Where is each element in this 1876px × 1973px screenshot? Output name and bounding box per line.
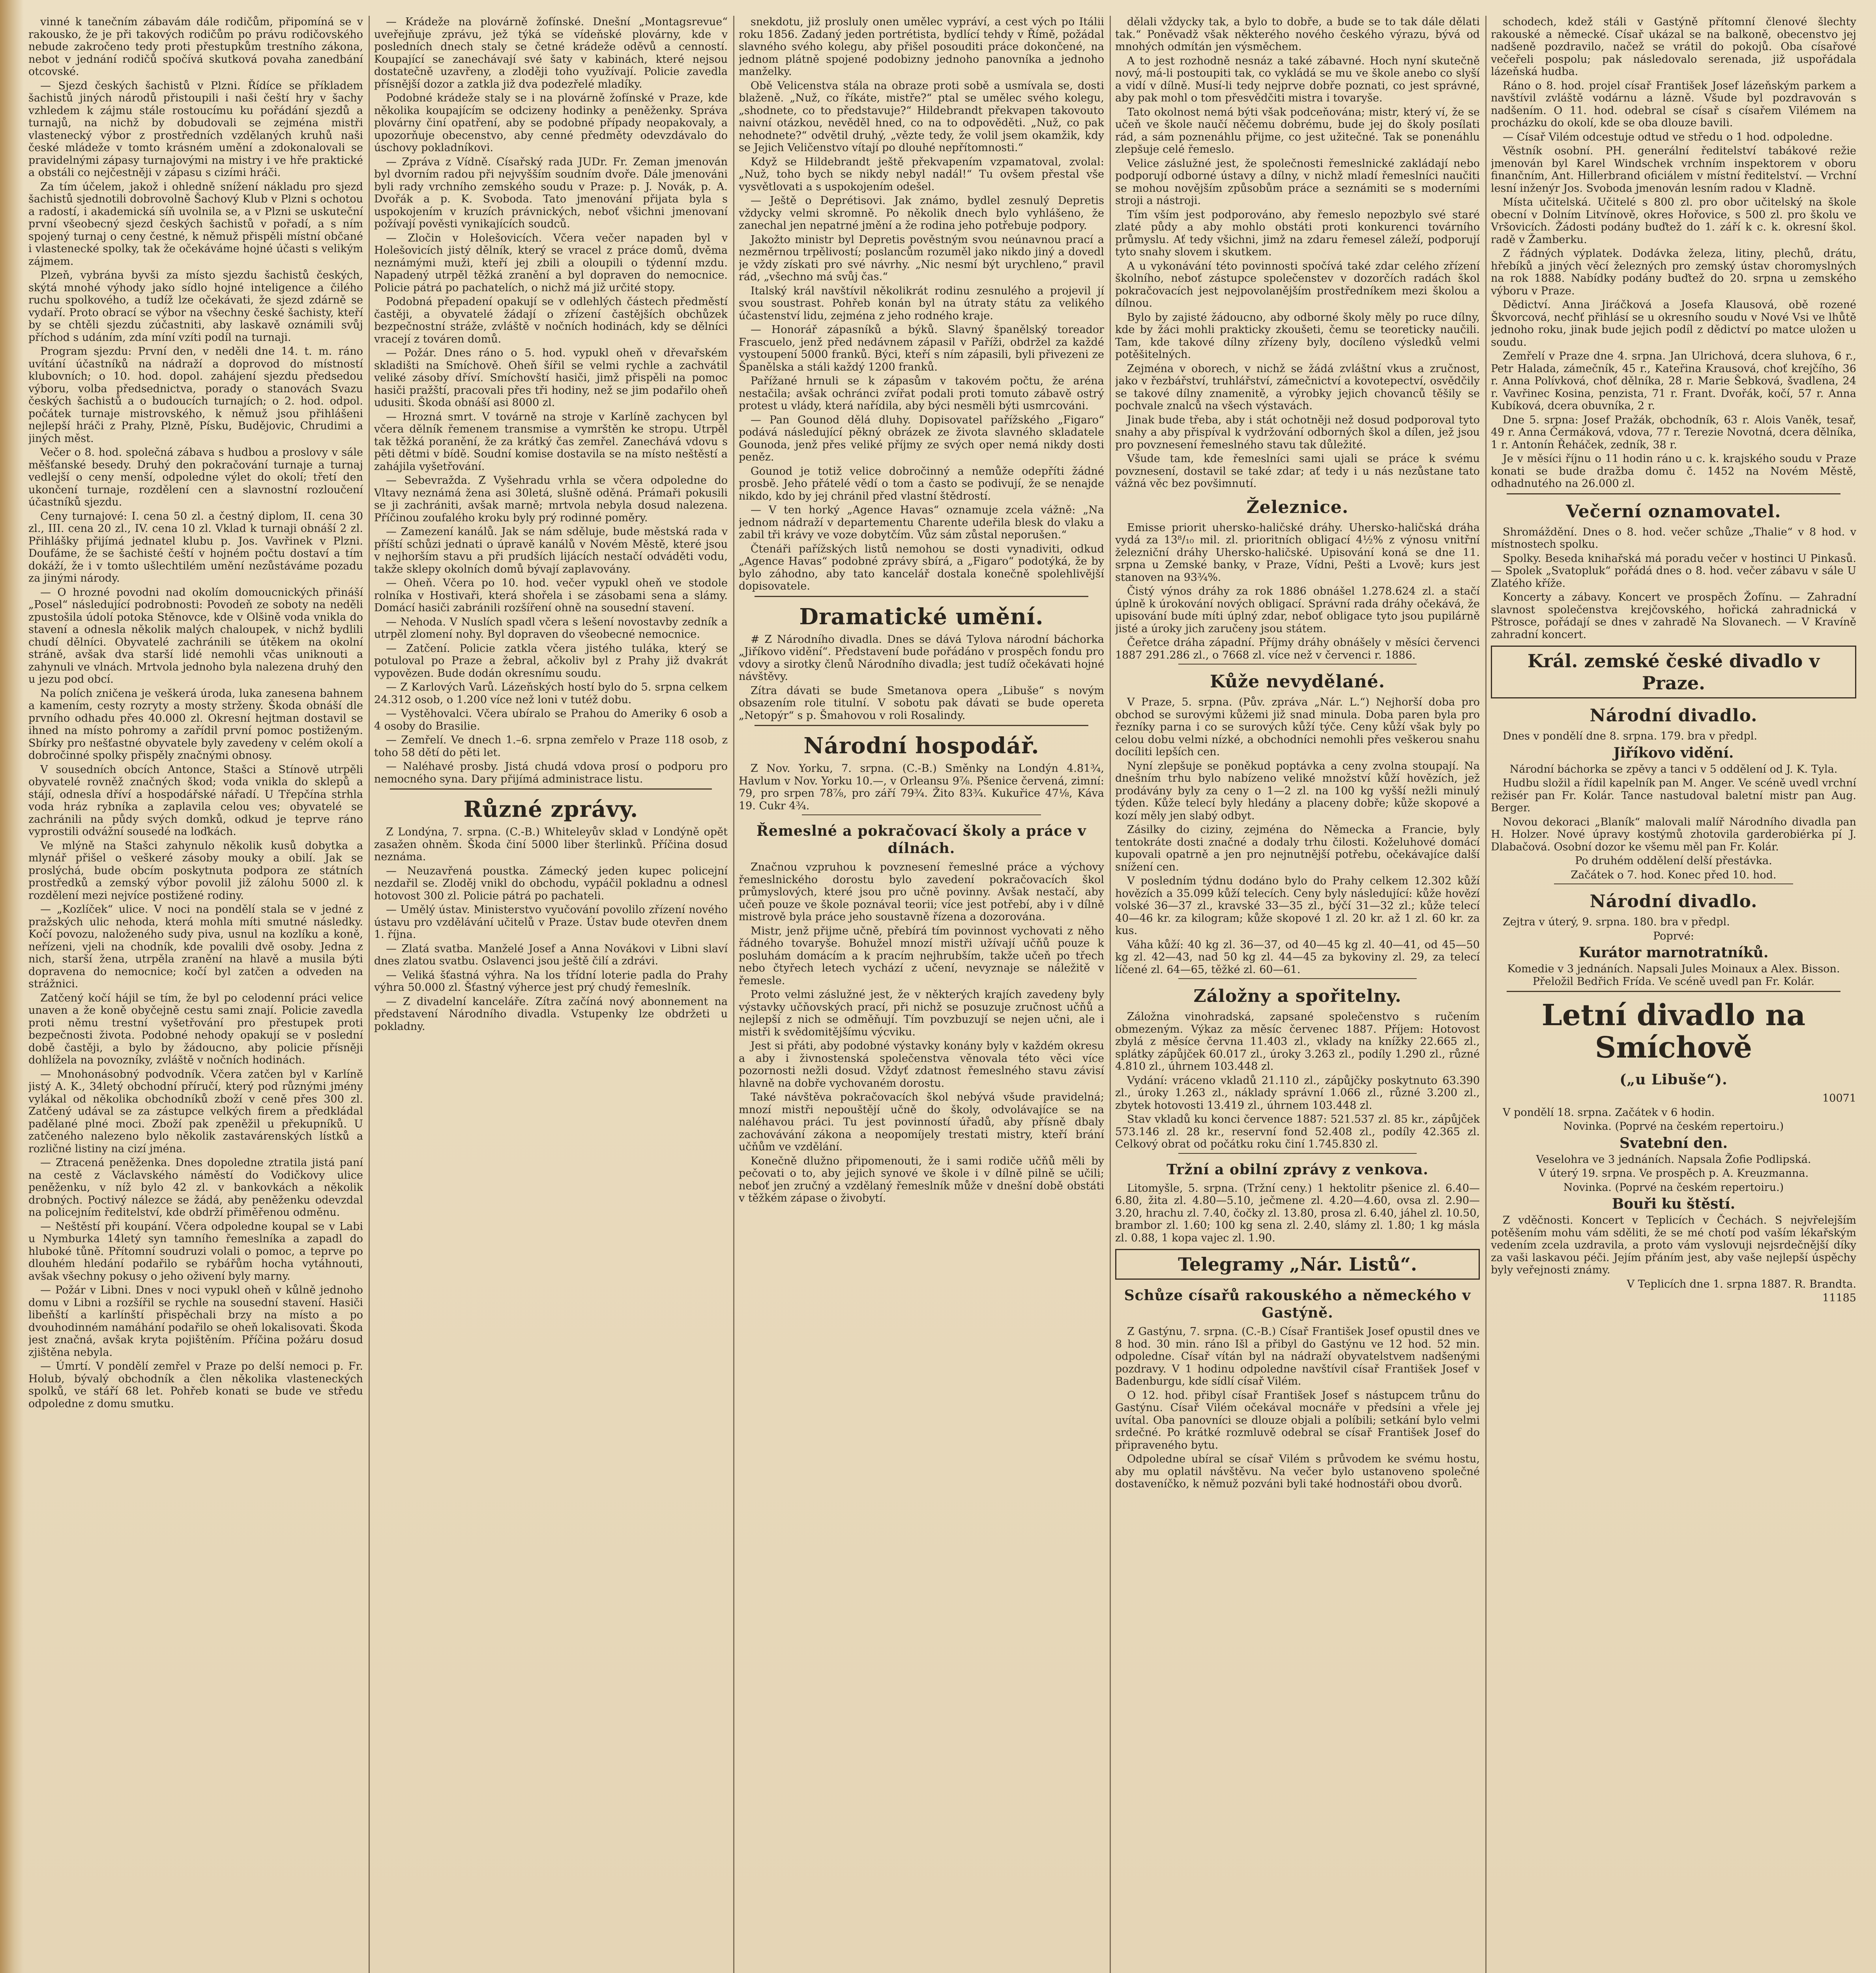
article-paragraph: — Pan Gounod dělá dluhy. Dopisovatel pařížského „Figaro“ podává následující pěkný obrázek ze života slavného skladatele Gounoda, jenž přes veliké příjmy ze svých oper nemá nikdy dosti peněz. [739,414,1104,463]
article-paragraph: Italský král navštívil několikrát rodinu zesnulého a projevil jí svou soustrast. Pohřeb konán byl na útraty státu za velikého účastenství lidu, zejména z jeho rodného kraje. [739,285,1104,322]
article-paragraph: V posledním týdnu dodáno bylo do Prahy celkem 12.302 kůží hovězích a 35.099 kůží telecích. Ceny byly následující: kůže hovězí volské 36—37 zl., kravské 33—35 zl., býčí 31—32 zl.; kůže telecí 40—46 kr. za kilogram; kůže skopové 1 zl. 20 kr. až 1 zl. 60 kr. za kus. [1115,875,1480,937]
article-paragraph: # Z Národního divadla. Dnes se dává Tylova národní báchorka „Jiříkovo vidění“. Představení bude pořádáno v prospěch fondu pro vdovy a sirotky členů Národního divadla; jest tudíž očekávati hojné návštěvy. [739,633,1104,683]
section-title-dramaticke-umeni: Dramatické umění. [799,603,1044,630]
article-paragraph: Novinka. (Poprvé na českém repertoiru.) [1563,1120,1784,1133]
divadlo-box: Král. zemské české divadlo v Praze. [1491,646,1856,698]
article-paragraph: Novinka. (Poprvé na českém repertoiru.) [1563,1181,1784,1194]
section-divider [390,788,712,790]
section-divider [755,725,1088,726]
article-paragraph: O 12. hod. přibyl císař František Josef s nástupcem trůnu do Gastýnu. Císař Vilém očekával mocnáře v předsíni a vřele jej uvítal. Oba panovníci se dlouze objali a políbili; setkání bylo velmi srdečné. Po krátké rozmluvě odebral se císař František Josef do připraveného bytu. [1115,1389,1480,1451]
article-paragraph: Vydání: vráceno vkladů 21.110 zl., zápůjčky poskytnuto 63.390 zl., úroky 1.263 zl., náklady správní 1.066 zl., různé 3.200 zl., zbytek hotovosti 13.419 zl., úhrnem 103.448 zl. [1115,1074,1480,1112]
section-title-narodni-divadlo: Národní divadlo. [1590,706,1758,726]
section-divider [755,596,1088,597]
article-paragraph: Komedie v 3 jednáních. Napsali Jules Moinaux a Alex. Bisson. Přeložil Bedřich Frída. Ve scéně uvedl pan Fr. Kolár. [1507,963,1840,988]
article-paragraph: Ceny turnajové: I. cena 50 zl. a čestný diplom, II. cena 30 zl., III. cena 20 zl., IV. cena 10 zl. Vklad k turnaji obnáší 2 zl. Přihlášky přijímá jednatel klubu p. Jos. Vavřinek v Plzni. Doufáme, že se šachisté čeští v hojném počtu dostaví a tím dokáží, že i v tomto ušlechtilém umění nezůstáváme pozadu za jinými národy. [28,510,363,584]
article-paragraph: Ve mlýně na Stašci zahynulo několik kusů dobytka a mlynář přišel o veškeré zásoby mouky a obilí. Jak se proslýchá, bude obcím poskytnuta podpora ze státních prostředků a zemský výbor povolil již zálohu 5000 zl. k rozdělení mezi nejvíce postižené rodiny. [28,839,363,902]
telegramy-subtitle: Schůze císařů rakouského a německého v Gastýně. [1124,1287,1471,1321]
article-paragraph: Bylo by zajisté žádoucno, aby odborné školy měly po ruce dílny, kde by žáci mohli prakticky zkoušeti, čemu se teoreticky naučili. Tam, kde takové dílny zřízeny byly, docíleno výsledků velmi potěšitelných. [1115,311,1480,361]
letni-divadlo-subtitle: („u Libuše“). [1620,1071,1728,1088]
article-paragraph: — Veliká šťastná výhra. Na los třídní loterie padla do Prahy výhra 50.000 zl. Šťastný výherce jest prý chudý řemeslník. [374,969,728,994]
article-paragraph: Z Nov. Yorku, 7. srpna. (C.-B.) Směnky na Londýn 4.81¾, Havlum v Nov. Yorku 10.—, v Orleansu 9⅞. Pšenice červená, zimní: 79, pro srpen 78⅞, pro září 79¾. Žito 83¾. Kukuřice 47⅛, Káva 19. Cukr 4¾. [739,762,1104,812]
article-paragraph: — Zlatá svatba. Manželé Josef a Anna Novákovi v Libni slaví dnes zlatou svatbu. Oslavenci jsou ještě čilí a zdrávi. [374,942,728,967]
article-paragraph: — Neuzavřená poustka. Zámecký jeden kupec policejní nezdařil se. Zloděj vnikl do obchodu, vypáčil pokladnu a odnesl hotovost 300 zl. Policie pátrá po pachateli. [374,865,728,902]
article-paragraph: Z vděčnosti. Koncert v Teplicích v Čechách. S nejvřelejším potěšením mohu vám sděliti, že se mé chotí pod vaším lékařským vedením zcela uzdravila, a proto vám vyslovuji nejsrdečnější díky za vaši laskavou péči. Jejím přáním jest, aby vaše nejlepší úspěchy byly veřejnosti známy. [1491,1214,1856,1276]
article-paragraph: Zásilky do ciziny, zejména do Německa a Francie, byly tentokráte dosti značné a dodaly trhu čilosti. Koželuhové domácí kupovali opatrně a jen pro nejnutnější potřebu, očekávajíce další snížení cen. [1115,824,1480,873]
article-paragraph: Místa učitelská. Učitelé s 800 zl. pro obor učitelský na škole obecní v Dolním Litvínově, okres Hořovice, s 500 zl. pro školu ve Vršovicích. Žádosti podány buďtež do 1. září k c. k. okresní škol. radě v Žamberku. [1491,196,1856,246]
article-paragraph: V Teplicích dne 1. srpna 1887. R. Brandta. [1627,1278,1856,1290]
column-rule [733,16,734,1973]
article-paragraph: Litomyšle, 5. srpna. (Tržní ceny.) 1 hektolitr pšenice zl. 6.40—6.80, žita zl. 4.80—5.10, ječmene zl. 4.20—4.60, ovsa zl. 2.90—3.20, hrachu zl. 7.40, čočky zl. 13.80, prosa zl. 6.40, jáhel zl. 10.50, brambor zl. 1.60; 100 kg sena zl. 2.40, slámy zl. 1.80; 1 kg másla zl. 0.88, 1 kopa vajec zl. 1.90. [1115,1182,1480,1244]
article-paragraph: Jiříkovo vidění. [1613,744,1734,761]
section-title-zeleznice: Železnice. [1246,497,1349,517]
article-paragraph: Kurátor marnotratníků. [1578,944,1769,961]
article-paragraph: Z řádných výplatek. Dodávka železa, litiny, plechů, drátu, hřebíků a jiných věcí železných pro zemský ústav choromyslných na rok 1888. Nabídky podány buďtež do 20. srpna u zemského výboru v Praze. [1491,247,1856,297]
section-divider [1178,1153,1417,1154]
column-2 [374,16,728,1973]
page-binding-edge [0,0,24,1973]
article-paragraph: 10071 [1822,1092,1856,1104]
article-paragraph: — Hrozná smrt. V továrně na stroje v Karlíně zachycen byl včera dělník řemenem transmise a vymrštěn ke stropu. Utrpěl tak těžká poranění, že za krátký čas zemřel. Zanechává vdovu s pěti dětmi v bídě. Soudní komise dostavila se na místo neštěstí a zahájila vyšetřování. [374,410,728,473]
article-paragraph: — Požár. Dnes ráno o 5. hod. vypukl oheň v dřevařském skladišti na Smíchově. Oheň šířil se velmi rychle a zachvátil veliké zásoby dříví. Smíchovští hasiči, jimž přispěli na pomoc hasiči pražští, pracovali přes tři hodiny, než se jim podařilo oheň udusiti. Škoda obnáší asi 8000 zl. [374,347,728,409]
section-title-trzni-zpravy: Tržní a obilní zprávy z venkova. [1166,1161,1429,1178]
article-paragraph: Váha kůží: 40 kg zl. 36—37, od 40—45 kg zl. 40—41, od 45—50 kg zl. 42—43, nad 50 kg zl. 44—45 za bykoviny zl. 29, za telecí líčené zl. 64—65, těžké zl. 60—61. [1115,938,1480,976]
article-paragraph: Čtenáři pařížských listů nemohou se dosti vynadiviti, odkud „Agence Havas“ podobné zprávy sbírá, a „Figaro“ podotýká, že by bylo záhodno, aby tato kancelář dostala konečně spolehlivější dopisovatele. [739,543,1104,592]
section-title-kuze: Kůže nevydělané. [1210,672,1385,692]
article-paragraph: — Vystěhovalci. Včera ubíralo se Prahou do Ameriky 6 osob a 4 osoby do Brasilie. [374,708,728,732]
article-paragraph: Dnes v pondělí dne 8. srpna. 179. bra v předpl. [1503,730,1757,742]
article-paragraph: Svatební den. [1619,1134,1728,1151]
article-paragraph: Koncerty a zábavy. Koncert ve prospěch Žofínu. — Zahradní slavnost společenstva krejčovského, hořická zahradnická v Pštrosce, pořádají se dnes v zahradě Na Slovanech. — V Kravíně zahradní koncert. [1491,591,1856,641]
article-paragraph: Nyní zlepšuje se poněkud poptávka a ceny zvolna stoupají. Na dnešním trhu bylo nabízeno veliké množství kůží hovězích, jež prodávány byly za ceny o 1—2 zl. na 100 kg vyšší nežli minulý týden. Kůže telecí byly hledány a placeny dobře; kůže skopové a kozí měly jen slabý odbyt. [1115,760,1480,822]
article-paragraph: Národní báchorka se zpěvy a tanci v 5 oddělení od J. K. Tyla. [1509,763,1838,775]
article-paragraph: Tato okolnost nemá býti však podceňována; mistr, který ví, že se učeň ve škole naučí něčemu dobrému, bude jej do školy posílati rád, a sám poznenáhlu přijme, co jest užitečné. Tak se ponenáhlu zlepšuje celé řemeslo. [1115,106,1480,155]
article-paragraph: Ráno o 8. hod. projel císař František Josef lázeňským parkem a navštívil zvláště vodárnu a lázně. Všude byl pozdravován s nadšením. O 11. hod. odebral se císař s císařem Vilémem na procházku do okolí, kde se oba dlouze bavili. [1491,79,1856,129]
article-paragraph: — O hrozné povodni nad okolím domoucnických přináší „Posel“ následující podrobnosti: Povodeň ze soboty na neděli zpustošila údolí potoka Stěnovce, kde v Olšině voda vnikla do stavení a odnesla několik malých chaloupek, v nichž bydlili chudí dělníci. Obyvatelé zachránili se útěkem na okolní stráně, avšak dva starší lidé nemohli včas uniknouti a zahynuli ve vlnách. Mrtvola jednoho byla nalezena druhý den u jezu pod obcí. [28,586,363,685]
article-paragraph: Je v měsíci říjnu o 11 hodin ráno u c. k. krajského soudu v Praze konati se bude dražba domu č. 1452 na Novém Městě, odhadnutého na 26.000 zl. [1491,453,1856,490]
article-paragraph: — Umělý ústav. Ministerstvo vyučování povolilo zřízení nového ústavu pro vzdělávání učitelů v Praze. Ústav bude otevřen dnem 1. října. [374,904,728,941]
article-paragraph: — „Kozlíček“ ulice. V noci na pondělí stala se v jedné z pražských ulic nehoda, která mohla míti smutné následky. Kočí povozu, naloženého sudy piva, usnul na kozlíku a koně, neřízeni, vjeli na chodník, kde povalili dvě osoby. Jedna z nich, starší žena, utrpěla zranění na hlavě a musila býti dopravena do nemocnice; kočí byl zatčen a odveden na strážnici. [28,903,363,990]
article-paragraph: — Úmrtí. V pondělí zemřel v Praze po delší nemoci p. Fr. Holub, bývalý obchodník a člen několika vlasteneckých spolků, ve stáří 68 let. Pohřeb konati se bude ve středu odpoledne z domu smutku. [28,1360,363,1410]
article-paragraph: Podobné krádeže staly se i na plovárně žofínské v Praze, kde několika koupajícím se odcizeny hodinky a peněženky. Správa plovárny činí opatření, aby se podobné případy neopakovaly, a upozorňuje obecenstvo, aby cenné předměty odevzdávalo do úschovy pokladníkovi. [374,92,728,154]
article-paragraph: Čeřetce dráha západní. Příjmy dráhy obnášely v měsíci červenci 1887 291.286 zl., o 7668 zl. více než v červenci r. 1886. [1115,636,1480,661]
article-paragraph: Odpoledne ubíral se císař Vilém s průvodem ke svému hostu, aby mu oplatil návštěvu. Na večer bylo ustanoveno společné dostaveníčko, k němuž pozváni byli také hodnostáři obou dvorů. [1115,1453,1480,1490]
section-divider [1507,493,1840,494]
article-paragraph: A u vykonávání této povinnosti spočívá také zdar celého zřízení školního, neboť zástupce společenstev v dozorčích radách škol pokračovacích jest nejpovolanějším prostředníkem mezi školou a dílnou. [1115,260,1480,309]
article-paragraph: Proto velmi záslužné jest, že v některých krajích zavedeny byly výstavky učňovských prací, při nichž se posuzuje zručnost učňů a nejlepší z nich se odměňují. Tím povzbuzují se nejen učni, ale i mistři k svědomitějšímu výcviku. [739,988,1104,1038]
article-paragraph: — V ten horký „Agence Havas“ oznamuje zcela vážně: „Na jednom nádraží v departementu Charente udeřila blesk do vlaku a zabil tři krávy ve voze dobytčím. Vůz sám zůstal neporušen.“ [739,504,1104,541]
article-paragraph: Konečně dlužno připomenouti, že i sami rodiče učňů měli by pečovati o to, aby jejich synové ve škole i v dílně pilně se učili; neboť jen zručný a vzdělaný řemeslník může v dnešní době obstáti v těžkém zápase o živobytí. [739,1155,1104,1204]
article-paragraph: Veselohra ve 3 jednáních. Napsala Žofie Podlipská. [1536,1153,1811,1166]
article-paragraph: Dědictví. Anna Jiráčková a Josefa Klausová, obě rozené Škvorcová, nechť přihlásí se u okresního soudu v Nové Vsi ve lhůtě jednoho roku, jinak bude jejich podíl z dědictví po matce uložen u soudu. [1491,299,1856,348]
article-paragraph: — Sjezd českých šachistů v Plzni. Řídíce se příkladem šachistů jiných národů přistoupili i naši čeští hry v šachy vzhledem k zájmu stále rostoucímu ku pořádání sjezdů a turnajů, na nichž by dobudovali se zejména mistři vlastenecký výbor z prostředních vzdělaných kruhů naši české mládeže v tomto krásném umění a zdokonalovali se pravidelnými zápasy turnajovými na mistry i ve hře praktické a obstáli co nejčestněji v zápasu s cizími hráči. [28,79,363,179]
article-paragraph: Večer o 8. hod. společná zábava s hudbou a proslovy v sále měšťanské besedy. Druhý den pokračování turnaje a turnaj vedlejší o ceny menší, odpoledne výlet do okolí; třetí den ukončení turnaje, rozdělení cen a slavnostní rozloučení účastníků sjezdu. [28,446,363,508]
article-paragraph: Na polích zničena je veškerá úroda, luka zanesena bahnem a kamením, cesty rozryty a mosty strženy. Škoda obnáší dle prvního odhadu přes 40.000 zl. Okresní hejtman dostavil se ihned na místo pohromy a zařídil první pomoc postiženým. Sbírky pro nešťastné obyvatele byly zavedeny v celém okolí a dobročinné spolky přispěly značnými obnosy. [28,687,363,762]
section-title-ruzne-zpravy: Různé zprávy. [463,796,638,822]
article-paragraph: Emisse priorit uhersko-haličské dráhy. Uhersko-haličská dráha vydá za 13⁸/₁₀ mil. zl. prioritních obligací 4½% z výnosu vnitřní železniční dráhy Uhersko-haličské. Upisování koná se dne 11. srpna u Zemské banky, v Praze, Vídni, Pešti a Lvově; kurs jest stanoven na 93¾%. [1115,521,1480,584]
article-paragraph: Z Gastýnu, 7. srpna. (C.-B.) Císař František Josef opustil dnes ve 8 hod. 30 min. ráno Išl a přibyl do Gastýnu ve 12 hod. 52 min. odpoledne. Císař vítán byl na nádraží obyvatelstvem nadšenými pozdravy. V 1 hodinu odpoledne navštívil císař František Josef v Badenburgu, kde sídlí císař Vilém. [1115,1325,1480,1387]
article-paragraph: V úterý 19. srpna. Ve prospěch p. A. Kreuzmanna. [1538,1167,1809,1179]
article-paragraph: Velice záslužné jest, že společnosti řemeslnické zakládají nebo podporují odborné ústavy a dílny, v nichž mladí řemeslníci naučiti se mohou novějším způsobům práce a seznámiti se s moderními stroji a nástroji. [1115,157,1480,207]
section-divider [1507,991,1840,992]
article-paragraph: — Zatčení. Policie zatkla včera jistého tuláka, který se potuloval po Praze a žebral, ačkoliv byl z Prahy již dvakrát vypovězen. Bude dodán okresnímu soudu. [374,642,728,680]
column-1 [28,16,363,1973]
section-title-remeslne-skoly: Řemeslné a pokračovací školy a práce v dílnách. [756,823,1086,857]
article-paragraph: Všude tam, kde řemeslníci sami ujali se práce k svému povznesení, dostavil se také zdar; ať tedy i u nás nezůstane tato vážná věc bez povšimnutí. [1115,453,1480,490]
article-paragraph: Věstník osobní. PH. generální ředitelství tabákové režie jmenován byl Karel Windschek vrchním inspektorem v oboru finančním, Ant. Hillerbrand oficiálem v místní ředitelství. — Vrchní lesní inženýr Jos. Svoboda jmenován lesním radou v Kladně. [1491,145,1856,195]
column-5 [1491,16,1856,1973]
article-paragraph: — Oheň. Včera po 10. hod. večer vypukl oheň ve stodole rolníka v Hostivaři, která shořela i se zásobami sena a slámy. Domácí hasiči zabránili rozšíření ohně na sousední stavení. [374,577,728,614]
article-paragraph: V pondělí 18. srpna. Začátek v 6 hodin. [1503,1106,1715,1119]
article-paragraph: Začátek o 7. hod. Konec před 10. hod. [1571,869,1777,881]
article-paragraph: vinné k tanečním zábavám dále rodičům, připomíná se v rakousko, že je při takových rodičům po právu rodičovského nebude zakročeno tedy proti přestupkům trestního zákona, nebot v jednání rodičů spočívá skutková povaha zanedbání otcovské. [28,16,363,78]
article-paragraph: — Zemřelí. Ve dnech 1.–6. srpna zemřelo v Praze 118 osob, z toho 58 dětí do pěti let. [374,734,728,759]
article-paragraph: Čistý výnos dráhy za rok 1886 obnášel 1.278.624 zl. a stačí úplně k úrokování nových obligací. Správní rada dráhy očekává, že upisování bude míti úplný zdar, neboť obligace tyto jsou pupilárně jisté a úroky jich zaručeny jsou státem. [1115,585,1480,635]
article-paragraph: — Nehoda. V Nuslích spadl včera s lešení novostavby zedník a utrpěl zlomení nohy. Byl dopraven do všeobecné nemocnice. [374,616,728,640]
section-title-narodni-divadlo-2: Národní divadlo. [1590,891,1758,912]
article-paragraph: Když se Hildebrandt ještě překvapením vzpamatoval, zvolal: „Nuž, toho bych se nikdy nebyl nadál!“ Tu ovšem přestal vše vysvětlovati a s uspokojením odešel. [739,155,1104,193]
section-divider [1178,664,1417,665]
article-paragraph: Zejtra v úterý, 9. srpna. 180. bra v předpl. [1503,916,1730,928]
column-rule [1110,16,1111,1973]
article-paragraph: — Krádeže na plovárně žofínské. Dnešní „Montagsrevue“ uveřejňuje zprávu, jež týká se vídeňské plovárny, kde v posledních dnech staly se četné krádeže oděvů a cenností. Koupající se zanechávají své šaty v kabinách, které nejsou dostatečně uzavřeny, a zloději toho využívají. Policie zavedla přísnější dozor a zatkla již dva podezřelé mladíky. [374,16,728,90]
article-paragraph: 11185 [1822,1292,1856,1304]
article-paragraph: Jinak bude třeba, aby i stát ochotněji než dosud podporoval tyto snahy a aby přispíval k vydržování odborných škol a dílen, jež jsou pro povznesení řemeslného stavu tak důležité. [1115,414,1480,451]
article-paragraph: Zítra dávati se bude Smetanova opera „Libuše“ s novým obsazením role titulní. V sobotu pak dávati se bude opereta „Netopýr“ s p. Šmahovou v roli Rosalindy. [739,684,1104,722]
article-paragraph: Spolky. Beseda knihařská má poradu večer v hostinci U Pinkasů. — Spolek „Svatopluk“ pořádá dnes o 8. hod. večer zábavu v sále U Zlatého kříže. [1491,552,1856,590]
article-paragraph: Záložna vinohradská, zapsané společenstvo s ručením obmezeným. Výkaz za měsíc červenec 1887. Příjem: Hotovost zbylá z měsíce června 11.403 zl., vklady na knížky 22.665 zl., splátky zápůjček 60.017 zl., úroky 3.263 zl., podíly 1.290 zl., různé 4.810 zl., úhrnem 103.448 zl. [1115,1011,1480,1073]
article-paragraph: Plzeň, vybrána byvši za místo sjezdu šachistů českých, skýtá mnohé výhody jako sídlo hojné inteligence a čilého ruchu spolkového, a tudíž lze očekávati, že sjezd zdárně se vydaří. Proto obrací se výbor na všechny české šachisty, kteří by se chtěli sjezdu zúčastniti, aby laskavě oznámili svůj příchod s udáním, zda míní vzíti podíl na turnaji. [28,269,363,344]
article-paragraph: Také návštěva pokračovacích škol nebývá všude pravidelná; mnozí mistři nepouštějí učně do školy, odvolávajíce se na naléhavou práci. Tu jest povinností úřadů, aby přísně dbaly zachovávání zákona a neopomíjely trestati mistry, kteří brání učňům ve vzdělání. [739,1091,1104,1153]
article-paragraph: — Neštěstí při koupání. Včera odpoledne koupal se v Labi u Nymburka 14letý syn tamního řemeslníka a zapadl do hluboké tůně. Přítomní soudruzi volali o pomoc, a teprve po dlouhém hledání podařilo se rybářům hocha vytáhnouti, avšak všechny pokusy o jeho oživení byly marny. [28,1220,363,1282]
article-paragraph: dělali vždycky tak, a bylo to dobře, a bude se to tak dále dělati tak.“ Poněvadž však některého nového českého výrazu, bývá od mnohých odmítán jen výsměchem. [1115,16,1480,53]
article-paragraph: Stav vkladů ku konci července 1887: 521.537 zl. 85 kr., zápůjček 573.146 zl. 28 kr., reservní fond 52.408 zl., podíly 42.365 zl. Celkový obrat od počátku roku činí 1.745.830 zl. [1115,1113,1480,1150]
article-paragraph: Z Londýna, 7. srpna. (C.-B.) Whiteleyův sklad v Londýně opět zasažen ohněm. Škoda činí 5000 liber šterlinků. Příčina dosud neznáma. [374,826,728,863]
article-paragraph: — Z Karlových Varů. Lázeňských hostí bylo do 5. srpna celkem 24.312 osob, o 1.200 více než loni v tutéž dobu. [374,681,728,706]
article-paragraph: — Ještě o Deprétisovi. Jak známo, bydlel zesnulý Depretis vždycky velmi skromně. Po několik dnech bylo vyhlášeno, že zanechal jen nepatrné jmění a že rodina jeho potřebuje podpory. [739,195,1104,232]
column-4 [1115,16,1480,1973]
article-paragraph: Bouři ku štěstí. [1612,1196,1736,1212]
article-paragraph: Obě Velicenstva stála na obraze proti sobě a usmívala se, dosti blaženě. „Nuž, co říkáte, mistře?“ ptal se umělec svého kolegu, „shodnete, co to představuje?“ Hildebrandt překvapen takovouto naivní otázkou, nevěděl hned, co na to odpověděti. „Nuž, co pak nehodnete?“ odvětil druhý, „vězte tedy, že volil jsem okamžik, kdy se Jejich Veličenstvo vítají po dlouhé nepřítomnosti.“ [739,79,1104,154]
article-paragraph: Poprvé: [1653,930,1694,942]
article-paragraph: Mistr, jenž přijme učně, přebírá tím povinnost vychovati z něho řádného tovaryše. Bohužel mnozí mistři užívají učňů pouze k posluhám domácím a k pracím nejhrubším, takže učeň po třech nebo čtyřech letech vychází z učení, nevyznaje se náležitě v řemesle. [739,925,1104,987]
section-title-vecerni-oznamovatel: Večerní oznamovatel. [1566,501,1781,522]
article-paragraph: Jakožto ministr byl Depretis pověstným svou neúnavnou prací a nezměrnou trpělivostí; poslancům rozuměl jako nikdo jiný a dovedl je vždy získati pro své návrhy. „Nic nesmí být urychleno,“ pravil rád, „všechno má svůj čas.“ [739,233,1104,283]
article-paragraph: Jest si přáti, aby podobné výstavky konány byly v každém okresu a aby i živnostenská společenstva věnovala této věci více pozornosti nežli dosud. Vždyť zdatnost řemeslného stavu závisí hlavně na dobře vychovaném dorostu. [739,1040,1104,1089]
article-paragraph: Zejména v oborech, v nichž se žádá zvláštní vkus a zručnost, jako v řezbářství, truhlářství, zámečnictví a kovotepectví, osvědčily se takové dílny znamenitě, a výrobky jejich chovanců těšily se pochvale znalců na všech výstavách. [1115,362,1480,412]
article-paragraph: Po druhém oddělení delší přestávka. [1575,855,1772,867]
section-title-narodni-hospodar: Národní hospodář. [803,733,1039,759]
article-paragraph: — Požár v Libni. Dnes v noci vypukl oheň v kůlně jednoho domu v Libni a rozšířil se rychle na sousední stavení. Hasiči libeňští a karlínští přispěchali brzy na místo a po dvouhodinném namáhání podařilo se oheň lokalisovati. Škoda jest značná, avšak kryta pojištěním. Příčina požáru dosud zjištěna nebyla. [28,1284,363,1359]
article-paragraph: — Císař Vilém odcestuje odtud ve středu o 1 hod. odpoledne. [1503,131,1833,143]
section-divider [1178,978,1417,979]
article-paragraph: Za tím účelem, jakož i ohledně snížení nákladu pro sjezd šachistů sjednotili dobrovolně Šachový Klub v Plzni s ochotou a radostí, i akademická síň uvolnila se, a v Plzni se uskuteční první všeobecný sjezd českých šachistů v pořadí, a s ním spojený turnaj o ceny čestné, k němuž přispěli místní občané i vlastenecké spolky, tak že očekáváme hojné účasti s velikým zájmem. [28,180,363,268]
article-paragraph: — Zpráva z Vídně. Císařský rada JUDr. Fr. Zeman jmenován byl dvorním radou při nejvyšším soudním dvoře. Dále jmenováni byli rady vrchního zemského soudu v Praze: p. J. Novák, p. A. Dvořák a p. K. Svoboda. Tato jmenování přijata byla s uspokojením v kruzích právnických, neboť všichni jmenovaní požívají pověsti vynikajících soudců. [374,155,728,230]
article-paragraph: — Naléhavé prosby. Jistá chudá vdova prosí o podporu pro nemocného syna. Dary přijímá administrace listu. [374,760,728,785]
section-title-zalozny: Záložny a spořitelny. [1193,986,1402,1006]
article-paragraph: V sousedních obcích Antonce, Stašci a Stínově utrpěli obyvatelé rovněž značných škod; voda vnikla do sklepů a stájí, odnesla dříví a hospodářské nářadí. U Třepčína strhla voda hráz rybníka a zaplavila celou ves; obyvatelé se zachránili na půdy svých domků, odkud je teprve ráno vyprostili odvážní sousedé na loďkách. [28,763,363,838]
article-paragraph: — Honorář zápasníků a býků. Slavný španělský toreador Frascuelo, jenž před nedávnem zápasil v Paříži, obdržel za každé vystoupení 5000 franků. Býci, kteří s ním zápasili, byli přivezeni ze Španělska a stáli každý 1200 franků. [739,324,1104,373]
letni-divadlo-title: Letní divadlo na Smíchově [1541,998,1806,1065]
article-paragraph: V Praze, 5. srpna. (Pův. zpráva „Nár. L.“) Nejhorší doba pro obchod se surovými kůžemi již snad minula. Doba paren byla pro řezníky parna i co se surových kůží týče. Ceny kůží však byly po celou dobu velmi nízké, a obchodníci nemohli přes veškerou snahu docíliti lepších cen. [1115,696,1480,758]
article-paragraph: Shromáždění. Dnes o 8. hod. večer schůze „Thalie“ v 8 hod. v místnostech spolku. [1491,526,1856,550]
article-paragraph: schodech, kdež stáli v Gastýně přítomní členové šlechty rakouské a německé. Císař ukázal se na balkoně, obecenstvo jej nadšeně pozdravilo, načež se vrátil do pokojů. Oba císařové večeřeli pospolu; pak následovalo serenada, již uspořádala lázeňská hudba. [1491,16,1856,78]
article-paragraph: — Zločin v Holešovicích. Včera večer napaden byl v Holešovicích jistý dělník, který se vracel z práce domů, dvěma neznámými muži, kteří jej zbili a oloupili o týdenní mzdu. Napadený utrpěl těžká zranění a byl dopraven do nemocnice. Policie pátrá po pachatelích, o nichž má již určité stopy. [374,232,728,294]
article-paragraph: Značnou vzpruhou k povznesení řemeslné práce a výchovy řemeslnického dorostu bylo zavedení pokračovacích škol průmyslových, které jsou pro učně povinny. Avšak nestačí, aby učeň pouze ve škole poznával teorii; více jest potřebí, aby i v dílně mistrově byla práce jeho soustavně řízena a dozorována. [739,861,1104,923]
section-divider [802,814,1041,815]
telegramy-box: Telegramy „Nár. Listů“. [1115,1249,1480,1280]
article-paragraph: — Ztracená peněženka. Dnes dopoledne ztratila jistá paní na cestě z Václavského náměstí do Vodičkovy ulice peněženku, v níž bylo 42 zl. v bankovkách a několik drobných. Poctivý nálezce se žádá, aby peněženku odevzdal na policejním ředitelství, kde obdrží přiměřenou odměnu. [28,1157,363,1219]
article-paragraph: Program sjezdu: První den, v neděli dne 14. t. m. ráno uvítání účastníků na nádraží a doprovod do místností klubovních; o 10. hod. dopol. zahájení sjezdu předsedou výboru, volba předsednictva, porady o stanovách Svazu českých šachistů a o budoucích turnajích; o 2. hod. odpol. počátek turnaje mistrovského, k němuž jsou přihlášeni nejlepší hráči z Prahy, Plzně, Písku, Budějovic, Chrudimi a jiných měst. [28,345,363,445]
article-paragraph: Pařížané hrnuli se k zápasům v takovém počtu, že aréna nestačila; avšak ochránci zvířat podali proti tomuto zábavě ostrý protest u vlády, která nařídila, aby býci nesměli býti usmrcováni. [739,375,1104,412]
article-paragraph: — Zamezení kanálů. Jak se nám sděluje, bude městská rada v příští schůzi jednati o úpravě kanálů v Novém Městě, které jsou v nejhorším stavu a při prudších lijácích nestačí odváděti vodu, takže sklepy okolních domů bývají zaplavovány. [374,526,728,575]
article-paragraph: snekdotu, již prosluly onen umělec vypráví, a cest vých po Itálii roku 1856. Zadaný jeden portrétista, bydlící tehdy v Římě, požádal slavného svého kolegu, aby přišel posouditi práce dokončené, na jednom plátně spojené podobizny jednoho panovníka a jednoho manželky. [739,16,1104,78]
article-paragraph: Hudbu složil a řídil kapelník pan M. Anger. Ve scéně uvedl vrchní režisér pan Fr. Kolár. Tance nastudoval baletní mistr pan Aug. Berger. [1491,777,1856,814]
article-paragraph: Podobná přepadení opakují se v odlehlých částech předměstí častěji, a obyvatelé žádají o zřízení častějších obchůzek bezpečnostní stráže, zvláště v nočních hodinách, kdy se dělníci vracejí z továren domů. [374,296,728,345]
article-paragraph: A to jest rozhodně nesnáz a také zábavné. Hoch nyní skutečně nový, má-li postoupiti tak, co vykládá se mu ve škole anebo co slyší a vidí v dílně. Musí-li tedy nejprve dobře poznati, co jest správné, aby pak mohl o tom přesvědčiti mistra i tovaryše. [1115,54,1480,104]
column-rule [1485,16,1487,1973]
column-rule [369,16,370,1973]
article-paragraph: — Sebevražda. Z Vyšehradu vrhla se včera odpoledne do Vltavy neznámá žena asi 30letá, slušně oděná. Prámaři pokusili se ji zachrániti, avšak marně; mrtvola nebyla dosud nalezena. Příčinou zoufalého kroku byly prý rodinné poměry. [374,474,728,524]
article-paragraph: Zatčený kočí hájil se tím, že byl po celodenní práci velice unaven a že koně obyčejně cestu sami znají. Policie zavedla proti němu trestní vyšetřování pro přestupek proti bezpečnosti života. Podobné nehody opakují se v poslední době častěji, a bylo by žádoucno, aby policie přísněji dohlížela na povozníky, zvláště v nočních hodinách. [28,992,363,1066]
article-paragraph: Novou dekoraci „Blaník“ malovali malíř Národního divadla pan H. Holzer. Nové úpravy kostýmů zhotovila garderobiérka pí J. Dlabačová. Osobní dozor ke všemu měl pan Fr. Kolár. [1491,816,1856,853]
article-paragraph: — Mnohonásobný podvodník. Včera zatčen byl v Karlíně jistý A. K., 34letý obchodní příručí, který pod různými jmény vylákal od několika obchodníků zboží v ceně přes 300 zl. Zatčený udával se za zástupce velkých firem a předkládal padělané plné moci. Zboží pak zpeněžil u překupníků. U zatčeného nalezeno bylo několik zastavárenských lístků a rozličné listiny na cizí jména. [28,1068,363,1155]
article-paragraph: Gounod je totiž velice dobročinný a nemůže odepříti žádné prosbě. Jeho přátelé vědí o tom a často se podivují, že se nenajde nikdo, kdo by jej chránil před vlastní štědrostí. [739,465,1104,502]
article-paragraph: — Z divadelní kanceláře. Zítra začíná nový abonnement na představení Národního divadla. Vstupenky lze obdržeti u pokladny. [374,995,728,1033]
article-paragraph: Dne 5. srpna: Josef Pražák, obchodník, 63 r. Alois Vaněk, tesař, 49 r. Anna Čermáková, vdova, 77 r. Terezie Novotná, dcera dělníka, 1 r. Antonín Řeháček, zedník, 38 r. [1491,414,1856,451]
article-paragraph: Tím vším jest podporováno, aby řemeslo nepozbylo své staré zlaté půdy a aby mohlo obstáti proti konkurenci továrního průmyslu. Ať tedy všichni, jimž na zdaru řemesel záleží, podporují tyto snahy slovem i skutkem. [1115,208,1480,258]
article-paragraph: Zemřelí v Praze dne 4. srpna. Jan Ulrichová, dcera sluhova, 6 r., Petr Halada, zámečník, 45 r., Kateřina Krausová, choť krejčího, 36 r. Anna Polívková, choť dělníka, 28 r. Marie Šebková, švadlena, 24 r. Vavřinec Kosina, penzista, 71 r. Frant. Dvořák, kočí, 57 r. Anna Kubíková, dcera obuvníka, 2 r. [1491,350,1856,412]
column-3 [739,16,1104,1973]
